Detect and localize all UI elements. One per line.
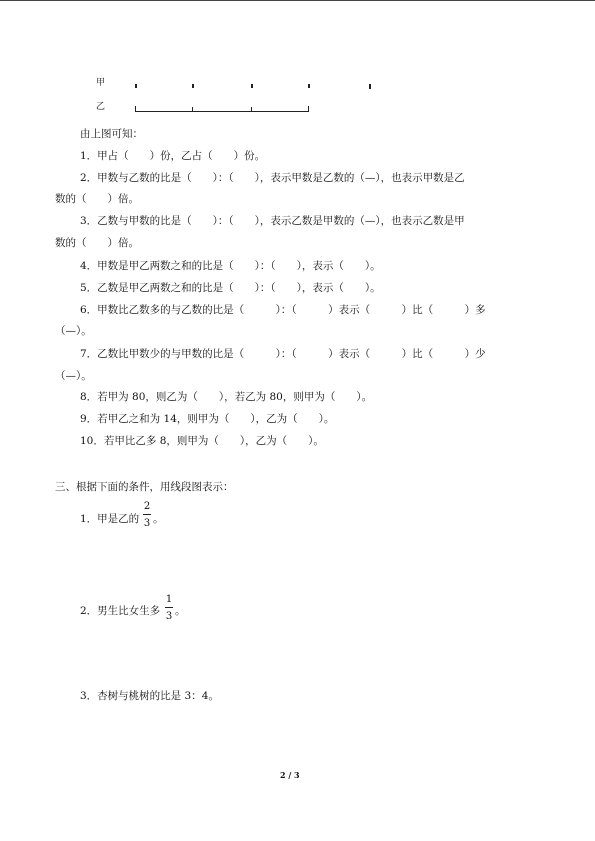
question-line: 5．乙数是甲乙两数之和的比是（ ）：（ ），表示（ ）。 xyxy=(80,282,381,294)
jia-tick xyxy=(369,84,371,89)
yi-tick xyxy=(308,106,309,112)
question-line: 2．甲数与乙数的比是（ ）：（ ），表示甲数是乙数的（—），也表示甲数是乙 xyxy=(80,172,465,184)
question-line: 3．乙数与甲数的比是（ ）：（ ），表示乙数是甲数的（—），也表示乙数是甲 xyxy=(80,215,465,227)
question-text-suffix: 。 xyxy=(175,605,186,617)
jia-tick xyxy=(192,84,194,88)
section-heading: 三、根据下面的条件，用线段图表示： xyxy=(55,481,234,493)
fraction-numerator: 2 xyxy=(143,501,151,512)
yi-tick xyxy=(192,107,193,112)
yi-segment-line xyxy=(135,111,309,112)
question-line: 数的（ ）倍。 xyxy=(55,193,139,205)
question-line: 10．若甲比乙多 8，则甲为（ ），乙为（ ）。 xyxy=(80,435,324,447)
question-text: 2．男生比女生多 xyxy=(80,605,161,617)
diagram-row-label-jia: 甲 xyxy=(96,78,106,88)
intro-text: 由上图可知： xyxy=(80,128,143,140)
question-line: （—）。 xyxy=(55,325,92,337)
question-line: 数的（ ）倍。 xyxy=(55,237,139,249)
page-top-border xyxy=(0,0,595,1)
jia-tick xyxy=(308,84,310,88)
jia-tick xyxy=(251,84,253,88)
section3-question-3: 3．杏树与桃树的比是 3：4。 xyxy=(80,690,219,702)
question-line: 4．甲数是甲乙两数之和的比是（ ）：（ ），表示（ ）。 xyxy=(80,260,381,272)
question-text-suffix: 。 xyxy=(153,513,164,525)
page-number: 2 / 3 xyxy=(280,770,300,780)
fraction-bar xyxy=(165,607,173,608)
jia-tick xyxy=(135,84,137,88)
diagram-row-label-yi: 乙 xyxy=(96,102,106,112)
question-line: （—）。 xyxy=(55,370,92,382)
fraction-denominator: 3 xyxy=(143,518,151,529)
question-line: 9．若甲乙之和为 14，则甲为（ ），乙为（ ）。 xyxy=(80,413,335,425)
question-line: 8．若甲为 80，则乙为（ ），若乙为 80，则甲为（ ）。 xyxy=(80,391,373,403)
question-text: 1．甲是乙的 xyxy=(80,513,140,525)
yi-tick xyxy=(135,106,136,112)
fraction-bar xyxy=(143,514,151,515)
question-line: 1．甲占（ ）份，乙占（ ）份。 xyxy=(80,150,266,162)
fraction-numerator: 1 xyxy=(165,594,173,605)
yi-tick xyxy=(251,107,252,112)
question-line: 6．甲数比乙数多的与乙数的比是（ ）：（ ）表示（ ）比（ ）多 xyxy=(80,304,486,316)
fraction-denominator: 3 xyxy=(165,611,173,622)
question-line: 7．乙数比甲数少的与甲数的比是（ ）：（ ）表示（ ）比（ ）少 xyxy=(80,348,486,360)
